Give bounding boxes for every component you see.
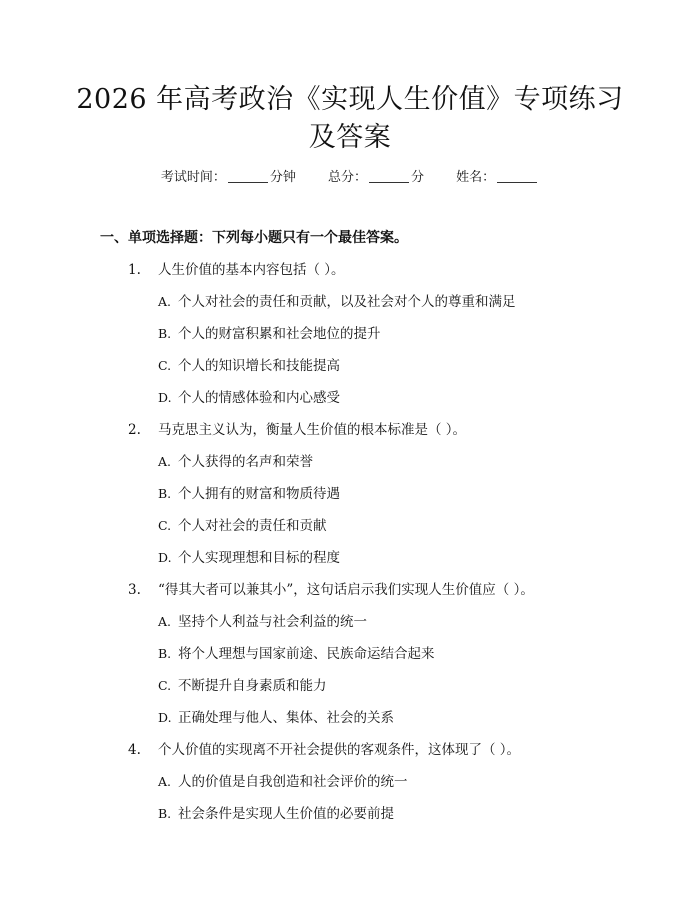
- option-letter: B.: [158, 646, 172, 661]
- option-text: 个人对社会的责任和贡献，以及社会对个人的尊重和满足: [178, 294, 516, 310]
- option-letter: D.: [158, 710, 172, 725]
- question-2-option-c: [158, 516, 327, 536]
- question-2: [128, 420, 466, 440]
- exam-time-unit: 分钟: [269, 170, 296, 185]
- name-label: 姓名：: [456, 170, 496, 185]
- question-number: 3.: [128, 582, 141, 598]
- option-letter: A.: [158, 294, 172, 309]
- question-3-option-b: [158, 644, 435, 664]
- option-letter: D.: [158, 550, 172, 565]
- question-1: [128, 260, 345, 280]
- option-text: 个人实现理想和目标的程度: [178, 550, 340, 566]
- question-4-option-b: [158, 804, 394, 824]
- exam-time-field: [161, 168, 296, 188]
- question-number: 1.: [128, 262, 141, 278]
- name-field: [456, 168, 539, 188]
- question-text: 马克思主义认为，衡量人生价值的根本标准是（ ）。: [158, 422, 467, 438]
- question-number: 4.: [128, 742, 141, 758]
- total-score-field: [328, 168, 424, 188]
- option-text: 个人的情感体验和内心感受: [178, 390, 340, 406]
- question-2-option-a: [158, 452, 313, 472]
- option-letter: A.: [158, 614, 172, 629]
- option-letter: B.: [158, 486, 172, 501]
- total-score-blank: [369, 168, 409, 183]
- question-3-option-a: [158, 612, 367, 632]
- option-text: 个人对社会的责任和贡献: [178, 518, 327, 534]
- option-letter: A.: [158, 454, 172, 469]
- section-heading: 一、单项选择题：下列每小题只有一个最佳答案。: [100, 230, 408, 246]
- question-1-option-d: [158, 388, 340, 408]
- option-letter: B.: [158, 806, 172, 821]
- question-text: “得其大者可以兼其小”，这句话启示我们实现人生价值应（ ）。: [158, 582, 534, 598]
- question-text: 人生价值的基本内容包括（ ）。: [158, 262, 345, 278]
- question-3: [128, 580, 534, 600]
- option-text: 将个人理想与国家前途、民族命运结合起来: [178, 646, 435, 662]
- question-number: 2.: [128, 422, 141, 438]
- option-letter: A.: [158, 774, 172, 789]
- name-blank: [497, 168, 537, 183]
- total-score-unit: 分: [411, 170, 425, 185]
- option-text: 正确处理与他人、集体、社会的关系: [178, 710, 394, 726]
- option-text: 坚持个人利益与社会利益的统一: [178, 614, 367, 630]
- exam-info-row: [0, 168, 700, 188]
- option-text: 个人获得的名声和荣誉: [178, 454, 313, 470]
- question-text: 个人价值的实现离不开社会提供的客观条件，这体现了（ ）。: [158, 742, 521, 758]
- option-letter: C.: [158, 518, 172, 533]
- option-letter: D.: [158, 390, 172, 405]
- option-letter: B.: [158, 326, 172, 341]
- option-text: 个人拥有的财富和物质待遇: [178, 486, 340, 502]
- document-title-line-2: 及答案: [308, 122, 392, 153]
- total-score-label: 总分：: [327, 170, 367, 185]
- question-3-option-d: [158, 708, 394, 728]
- exam-time-label: 考试时间：: [160, 170, 226, 185]
- question-1-option-b: [158, 324, 381, 344]
- option-text: 不断提升自身素质和能力: [178, 678, 327, 694]
- question-1-option-c: [158, 356, 340, 376]
- question-2-option-b: [158, 484, 340, 504]
- option-text: 个人的知识增长和技能提高: [178, 358, 340, 374]
- document-title-line-1: 2026 年高考政治《实现人生价值》专项练习: [76, 84, 624, 115]
- option-text: 社会条件是实现人生价值的必要前提: [178, 806, 394, 822]
- option-text: 个人的财富积累和社会地位的提升: [178, 326, 381, 342]
- question-3-option-c: [158, 676, 327, 696]
- exam-time-blank: [228, 168, 268, 183]
- option-text: 人的价值是自我创造和社会评价的统一: [178, 774, 408, 790]
- option-letter: C.: [158, 678, 172, 693]
- question-1-option-a: [158, 292, 516, 312]
- question-4-option-a: [158, 772, 408, 792]
- question-2-option-d: [158, 548, 340, 568]
- question-4: [128, 740, 520, 760]
- option-letter: C.: [158, 358, 172, 373]
